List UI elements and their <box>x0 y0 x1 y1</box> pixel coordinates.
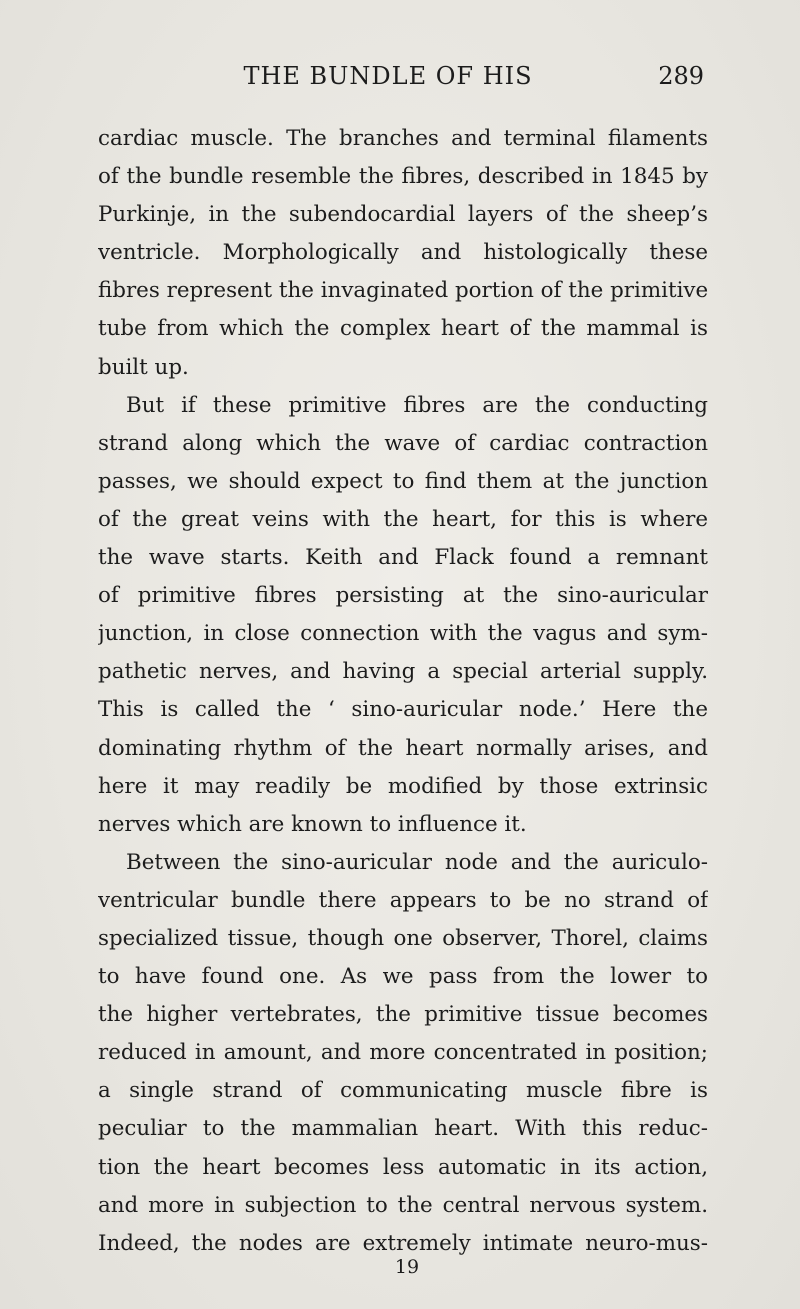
text-line: a single strand of communicating muscle fibre is <box>98 1078 708 1104</box>
running-title: THE BUNDLE OF HIS <box>243 62 533 90</box>
text-line: strand along which the wave of cardiac contraction <box>98 430 708 456</box>
text-line: nerves which are known to influence it. <box>98 811 527 837</box>
text-line: Purkinje, in the subendocardial layers of the sheep’s <box>98 202 708 228</box>
text-line: the wave starts. Keith and Flack found a remnant <box>98 545 708 571</box>
text-line: pathetic nerves, and having a special arterial supply. <box>98 659 708 685</box>
text-line: and more in subjection to the central nervous system. <box>98 1192 708 1218</box>
text-line: the higher vertebrates, the primitive tissue becomes <box>98 1002 708 1028</box>
body-text <box>98 120 708 1263</box>
paragraph-start-line: Between the sino-auricular node and the auriculo- <box>126 849 708 875</box>
text-line: dominating rhythm of the heart normally arises, and <box>98 735 708 761</box>
text-line: tion the heart becomes less automatic in its action, <box>98 1154 708 1180</box>
text-line: built up. <box>98 354 189 380</box>
text-line: This is called the ‘ sino-auricular node.’ Here the <box>98 697 708 723</box>
text-line: Indeed, the nodes are extremely intimate neuro-mus- <box>98 1230 708 1256</box>
text-line: to have found one. As we pass from the lower to <box>98 964 708 990</box>
text-line: ventricular bundle there appears to be no strand of <box>98 887 708 913</box>
text-line: passes, we should expect to find them at the junction <box>98 468 708 494</box>
signature-mark: 19 <box>394 1256 420 1278</box>
text-line: junction, in close connection with the vagus and sym- <box>98 621 708 647</box>
text-line: specialized tissue, though one observer, Thorel, claims <box>98 925 708 951</box>
running-head <box>0 62 800 102</box>
text-line: reduced in amount, and more concentrated in position; <box>98 1040 708 1066</box>
text-line: of the bundle resemble the fibres, described in 1845 by <box>98 164 708 190</box>
text-line: of primitive fibres persisting at the sino-auricular <box>98 583 708 609</box>
text-line: tube from which the complex heart of the mammal is <box>98 316 708 342</box>
text-line: ventricle. Morphologically and histologically these <box>98 240 708 266</box>
text-line: cardiac muscle. The branches and terminal filaments <box>98 126 708 151</box>
text-line: peculiar to the mammalian heart. With this reduc- <box>98 1116 708 1142</box>
text-line: of the great veins with the heart, for this is where <box>98 506 708 532</box>
text-line: here it may readily be modified by those extrinsic <box>98 773 708 799</box>
text-line: fibres represent the invaginated portion of the primitive <box>98 278 708 304</box>
page-number: 289 <box>658 62 704 90</box>
paragraph-start-line: But if these primitive fibres are the conducting <box>126 392 708 418</box>
